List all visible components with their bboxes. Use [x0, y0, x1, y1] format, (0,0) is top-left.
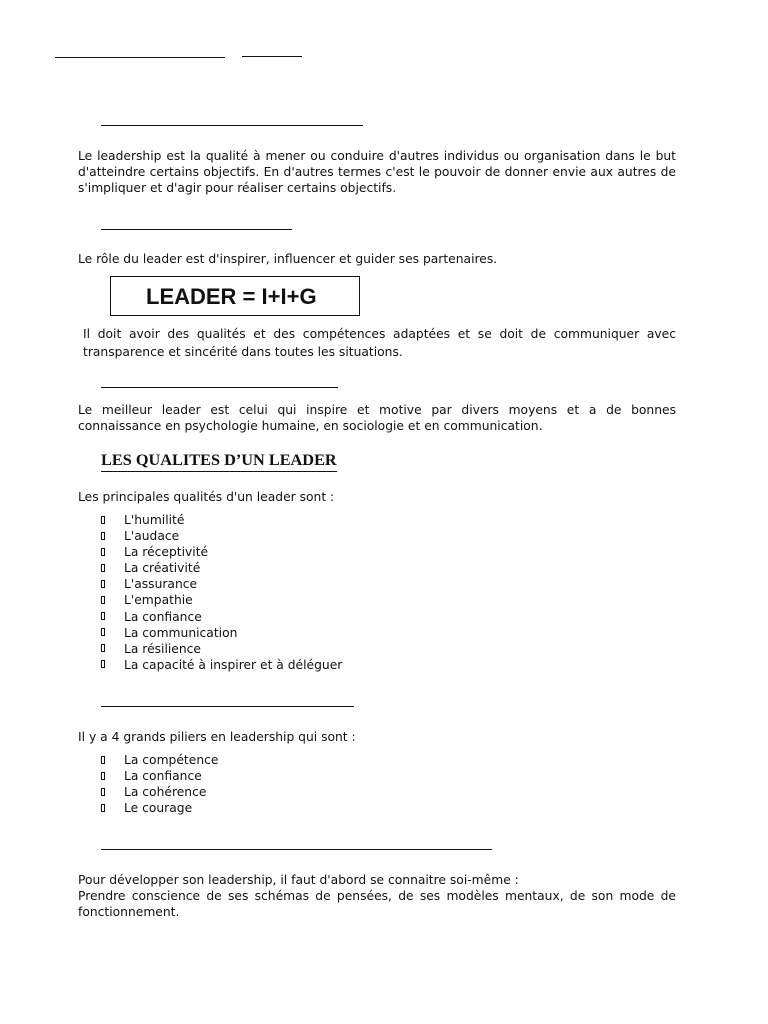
section-rule-role — [101, 229, 292, 230]
paragraph-line: s'impliquer et d'agir pour réaliser certains objectifs. — [78, 181, 397, 196]
square-bullet-icon — [101, 564, 105, 572]
square-bullet-icon — [101, 580, 105, 588]
leader-role-text — [78, 251, 676, 267]
paragraph-line: transparence et sincérité dans toutes les situations. — [83, 344, 403, 359]
qualities-heading: LES QUALITES D’UN LEADER — [101, 450, 337, 472]
square-bullet-icon — [101, 772, 105, 780]
paragraph-line: Le leadership est la qualité à mener ou conduire d'autres individus ou organisation dans le but — [78, 149, 676, 163]
square-bullet-icon — [101, 612, 105, 620]
section-rule-best-leader — [101, 387, 338, 388]
paragraph-line: Prendre conscience de ses schémas de pensées, de ses modèles mentaux, de son mode de — [78, 889, 676, 904]
leader-formula: LEADER = I+I+G — [146, 284, 317, 309]
pillars-intro — [78, 729, 676, 745]
paragraph-line: Il doit avoir des qualités et des compétences adaptées et se doit de communiquer avec — [83, 327, 676, 341]
qualities-intro — [78, 489, 676, 505]
title-rule-right — [242, 56, 302, 57]
paragraph-line: d'atteindre certains objectifs. En d'autres termes c'est le pouvoir de donner envie aux autres de — [78, 165, 676, 180]
development-paragraph — [78, 872, 676, 921]
paragraph-line: Le rôle du leader est d'inspirer, influencer et guider ses partenaires. — [78, 252, 498, 266]
square-bullet-icon — [101, 644, 105, 652]
leadership-definition-paragraph — [78, 148, 676, 197]
leader-role-paragraph — [83, 326, 676, 361]
paragraph-line: Le meilleur leader est celui qui inspire et motive par divers moyens et a de bonnes — [78, 403, 676, 417]
paragraph-line: Les principales qualités d'un leader sont : — [78, 490, 335, 504]
square-bullet-icon — [101, 660, 105, 668]
square-bullet-icon — [101, 532, 105, 540]
square-bullet-icon — [101, 788, 105, 796]
paragraph-line: Pour développer son leadership, il faut d'abord se connaitre soi-même : — [78, 873, 519, 887]
square-bullet-icon — [101, 756, 105, 764]
paragraph-line: connaissance en psychologie humaine, en sociologie et en communication. — [78, 419, 543, 434]
best-leader-paragraph — [78, 402, 676, 434]
square-bullet-icon — [101, 516, 105, 524]
section-rule-definition — [101, 125, 363, 126]
square-bullet-icon — [101, 804, 105, 812]
square-bullet-icon — [101, 628, 105, 636]
formula-box — [110, 276, 360, 316]
paragraph-line: Il y a 4 grands piliers en leadership qui sont : — [78, 730, 356, 744]
section-rule-development — [101, 849, 492, 850]
section-rule-pillars — [101, 706, 354, 707]
title-rule-left — [55, 57, 225, 58]
square-bullet-icon — [101, 596, 105, 604]
paragraph-line: fonctionnement. — [78, 905, 180, 920]
square-bullet-icon — [101, 548, 105, 556]
